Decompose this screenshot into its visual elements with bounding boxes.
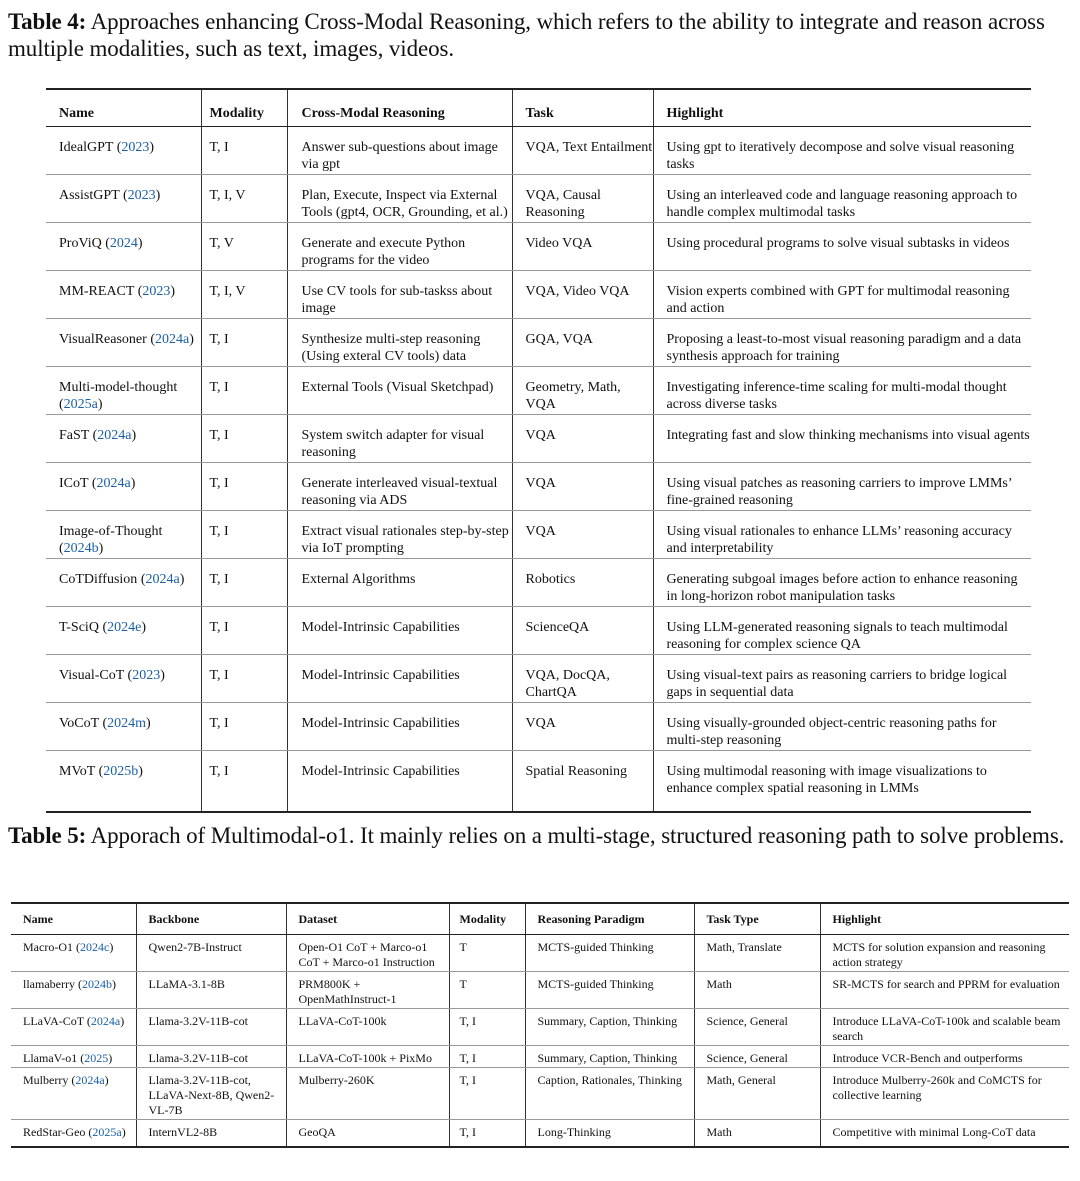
row-name: CoTDiffusion xyxy=(59,571,138,587)
row-highlight: Using visual-text pairs as reasoning carriers to bridge logical gaps in sequential data xyxy=(653,654,1031,702)
row-task-type: Math, General xyxy=(694,1067,820,1119)
row-reasoning: Synthesize multi-step reasoning (Using exteral CV tools) data xyxy=(287,318,512,366)
citation-link: 2024b xyxy=(63,540,99,556)
row-name-cell: AssistGPT (2023) xyxy=(46,174,201,222)
row-paradigm: Summary, Caption, Thinking xyxy=(525,1045,694,1067)
row-paradigm: MCTS-guided Thinking xyxy=(525,971,694,1008)
row-modality: T, I xyxy=(201,654,287,702)
row-backbone: Llama-3.2V-11B-cot xyxy=(136,1008,286,1045)
table-row xyxy=(46,558,1031,606)
row-modality: T, I xyxy=(201,606,287,654)
table5-body xyxy=(11,934,1069,1147)
table5-header-dataset: Dataset xyxy=(286,903,449,934)
row-modality: T, I, V xyxy=(201,174,287,222)
table5-header-highlight: Highlight xyxy=(820,903,1069,934)
citation-link: 2024a xyxy=(154,331,190,347)
row-name-cell: T-SciQ (2024e) xyxy=(46,606,201,654)
row-highlight: Competitive with minimal Long-CoT data xyxy=(832,1124,1036,1139)
table5-header-backbone: Backbone xyxy=(136,903,286,934)
row-highlight: SR-MCTS for search and PPRM for evaluation xyxy=(820,971,1069,1008)
row-task: VQA xyxy=(512,462,653,510)
row-name-cell: Visual-CoT (2023) xyxy=(46,654,201,702)
table5-header-modality: Modality xyxy=(449,903,525,934)
row-name-cell: Mulberry (2024a) xyxy=(11,1067,136,1119)
row-highlight: Using procedural programs to solve visual subtasks in videos xyxy=(653,222,1031,270)
table4-caption-text: Approaches enhancing Cross-Modal Reasoning, which refers to the ability to integrate and reason across multiple modalities, such as text, images, videos. xyxy=(8,9,1045,61)
table-row xyxy=(46,462,1031,510)
row-dataset: GeoQA xyxy=(286,1119,449,1147)
row-reasoning: External Tools (Visual Sketchpad) xyxy=(287,366,512,414)
row-name-cell: Image-of-Thought (2024b) xyxy=(46,510,201,558)
row-modality: T, I xyxy=(201,318,287,366)
table-row xyxy=(46,510,1031,558)
row-task: VQA xyxy=(512,702,653,750)
table-row xyxy=(11,1119,1069,1147)
row-name: llamaberry xyxy=(23,976,75,991)
row-name-cell: MM-REACT (2023) xyxy=(46,270,201,318)
row-name: MVoT xyxy=(59,763,96,779)
table-row xyxy=(46,654,1031,702)
table-row xyxy=(46,222,1031,270)
row-modality: T, I xyxy=(449,1067,525,1119)
row-modality: T, I xyxy=(201,462,287,510)
row-name-cell: VoCoT (2024m) xyxy=(46,702,201,750)
row-task-type: Math xyxy=(694,971,820,1008)
row-name-cell: FaST (2024a) xyxy=(46,414,201,462)
row-paradigm: Summary, Caption, Thinking xyxy=(525,1008,694,1045)
row-modality: T, I xyxy=(201,702,287,750)
table5 xyxy=(11,902,1069,1148)
citation-link: 2024a xyxy=(145,571,180,587)
table5-header-name: Name xyxy=(11,903,136,934)
row-highlight: MCTS for solution expansion and reasoning action strategy xyxy=(820,934,1069,971)
row-task: VQA, Text Entailment xyxy=(512,126,653,174)
citation-link: 2024 xyxy=(109,235,138,251)
row-reasoning: Model-Intrinsic Capabilities xyxy=(287,702,512,750)
row-task: Spatial Reasoning xyxy=(512,750,653,812)
table-row xyxy=(46,318,1031,366)
table5-header-row xyxy=(11,903,1069,934)
row-task-type: Science, General xyxy=(694,1045,820,1067)
row-reasoning: Model-Intrinsic Capabilities xyxy=(287,750,512,812)
row-highlight: Introduce LLaVA-CoT-100k and scalable beam search xyxy=(820,1008,1069,1045)
table4-header-highlight: Highlight xyxy=(653,89,1031,126)
row-task-type: Math, Translate xyxy=(694,934,820,971)
row-modality: T, I, V xyxy=(201,270,287,318)
table-row xyxy=(11,1008,1069,1045)
citation-link: 2023 xyxy=(127,187,156,203)
citation-link: 2024m xyxy=(107,715,147,731)
row-backbone: Llama-3.2V-11B-cot, LLaVA-Next-8B, Qwen2-VL-7B xyxy=(136,1067,286,1119)
table-row xyxy=(46,366,1031,414)
citation-link: 2025b xyxy=(103,763,139,779)
row-dataset: LLaVA-CoT-100k + PixMo xyxy=(286,1045,449,1067)
row-name: VoCoT xyxy=(59,715,99,731)
row-modality: T, I xyxy=(449,1008,525,1045)
table5-header-task-type: Task Type xyxy=(694,903,820,934)
citation-link: 2024a xyxy=(97,427,132,443)
table-row xyxy=(11,1045,1069,1067)
row-highlight: Using visual patches as reasoning carriers to improve LMMs’ fine-grained reasoning xyxy=(653,462,1031,510)
row-task: VQA, Causal Reasoning xyxy=(512,174,653,222)
row-highlight: Generating subgoal images before action to enhance reasoning in long-horizon robot manipulation tasks xyxy=(653,558,1031,606)
row-name: Image-of-Thought xyxy=(59,523,163,539)
citation-link: 2024a xyxy=(75,1072,105,1087)
row-modality: T, I xyxy=(201,750,287,812)
row-name-cell: CoTDiffusion (2024a) xyxy=(46,558,201,606)
table4-body xyxy=(46,126,1031,812)
row-modality: T, I xyxy=(449,1119,525,1147)
row-modality: T, I xyxy=(201,126,287,174)
row-name-cell: ICoT (2024a) xyxy=(46,462,201,510)
row-modality: T xyxy=(449,971,525,1008)
citation-link: 2025a xyxy=(92,1124,122,1139)
row-reasoning: Generate interleaved visual-textual reasoning via ADS xyxy=(287,462,512,510)
row-reasoning: External Algorithms xyxy=(287,558,512,606)
row-highlight: Introduce VCR-Bench and outperforms xyxy=(820,1045,1069,1067)
row-reasoning: Plan, Execute, Inspect via External Tools (gpt4, OCR, Grounding, et al.) xyxy=(287,174,512,222)
row-reasoning: Model-Intrinsic Capabilities xyxy=(287,654,512,702)
table4 xyxy=(46,88,1031,813)
row-reasoning: Model-Intrinsic Capabilities xyxy=(287,606,512,654)
table4-header-row xyxy=(46,89,1031,126)
row-modality: T, V xyxy=(201,222,287,270)
row-task: VQA, Video VQA xyxy=(512,270,653,318)
row-name-cell: llamaberry (2024b) xyxy=(11,971,136,1008)
table4-header-name: Name xyxy=(46,89,201,126)
row-highlight: Using gpt to iteratively decompose and solve visual reasoning tasks xyxy=(653,126,1031,174)
row-name-cell: RedStar-Geo (2025a) xyxy=(11,1119,136,1147)
table4-label: Table 4: xyxy=(8,9,87,34)
row-modality: T, I xyxy=(449,1045,525,1067)
row-name-cell: LlamaV-o1 (2025) xyxy=(11,1045,136,1067)
row-name: ICoT xyxy=(59,475,89,491)
row-highlight: Vision experts combined with GPT for multimodal reasoning and action xyxy=(653,270,1031,318)
row-name: LLaVA-CoT xyxy=(23,1013,84,1028)
table5-label: Table 5: xyxy=(8,823,87,848)
row-name: RedStar-Geo xyxy=(23,1124,86,1139)
citation-link: 2024e xyxy=(107,619,142,635)
citation-link: 2023 xyxy=(142,283,171,299)
row-name-cell: Multi-model-thought (2025a) xyxy=(46,366,201,414)
row-highlight: Integrating fast and slow thinking mechanisms into visual agents xyxy=(653,414,1031,462)
table5-header-paradigm: Reasoning Paradigm xyxy=(525,903,694,934)
table-row xyxy=(46,126,1031,174)
citation-link: 2025 xyxy=(84,1050,109,1065)
citation-link: 2023 xyxy=(121,139,150,155)
row-name-cell: LLaVA-CoT (2024a) xyxy=(11,1008,136,1045)
row-highlight: Using an interleaved code and language reasoning approach to handle complex multimodal tasks xyxy=(653,174,1031,222)
row-paradigm: Long-Thinking xyxy=(525,1119,694,1147)
row-name: Multi-model-thought xyxy=(59,379,178,395)
table-row xyxy=(11,934,1069,971)
row-task-type: Math xyxy=(694,1119,820,1147)
row-task: VQA xyxy=(512,414,653,462)
table5-caption-text: Apporach of Multimodal-o1. It mainly relies on a multi-stage, structured reasoning path to solve problems. xyxy=(90,823,1065,848)
row-name: T-SciQ xyxy=(59,619,99,635)
row-name: ProViQ xyxy=(59,235,102,251)
table4-header-reasoning: Cross-Modal Reasoning xyxy=(287,89,512,126)
row-highlight: Using multimodal reasoning with image visualizations to enhance complex spatial reasoning in LMMs xyxy=(666,763,987,796)
row-task: Video VQA xyxy=(512,222,653,270)
row-task: GQA, VQA xyxy=(512,318,653,366)
row-modality: T, I xyxy=(201,414,287,462)
row-dataset: Open-O1 CoT + Marco-o1 CoT + Marco-o1 Instruction xyxy=(286,934,449,971)
row-name-cell: MVoT (2025b) xyxy=(46,750,201,812)
row-name: MM-REACT xyxy=(59,283,135,299)
row-paradigm: Caption, Rationales, Thinking xyxy=(525,1067,694,1119)
row-name-cell: ProViQ (2024) xyxy=(46,222,201,270)
table-row xyxy=(11,971,1069,1008)
citation-link: 2024b xyxy=(81,976,112,991)
row-highlight: Investigating inference-time scaling for multi-modal thought across diverse tasks xyxy=(653,366,1031,414)
row-backbone: InternVL2-8B xyxy=(136,1119,286,1147)
row-highlight: Using visually-grounded object-centric reasoning paths for multi-step reasoning xyxy=(653,702,1031,750)
row-dataset: Mulberry-260K xyxy=(286,1067,449,1119)
citation-link: 2024a xyxy=(90,1013,121,1028)
row-name-cell: IdealGPT (2023) xyxy=(46,126,201,174)
row-modality: T, I xyxy=(201,510,287,558)
row-highlight: Using LLM-generated reasoning signals to teach multimodal reasoning for complex science QA xyxy=(653,606,1031,654)
row-paradigm: MCTS-guided Thinking xyxy=(525,934,694,971)
table-row xyxy=(46,750,1031,812)
row-modality: T, I xyxy=(201,366,287,414)
table-row xyxy=(46,702,1031,750)
row-task: Robotics xyxy=(512,558,653,606)
row-reasoning: Use CV tools for sub-taskss about image xyxy=(287,270,512,318)
row-name-cell: Macro-O1 (2024c) xyxy=(11,934,136,971)
table5-caption xyxy=(8,822,1074,849)
citation-link: 2024c xyxy=(79,939,110,954)
row-dataset: PRM800K + OpenMathInstruct-1 xyxy=(286,971,449,1008)
table-row xyxy=(46,174,1031,222)
row-highlight: Proposing a least-to-most visual reasoning paradigm and a data synthesis approach for training xyxy=(653,318,1031,366)
citation-link: 2025a xyxy=(63,396,98,412)
row-name: Mulberry xyxy=(23,1072,69,1087)
row-task-type: Science, General xyxy=(694,1008,820,1045)
table-row xyxy=(46,414,1031,462)
table-row xyxy=(46,606,1031,654)
table-row xyxy=(11,1067,1069,1119)
row-name: Macro-O1 xyxy=(23,939,73,954)
citation-link: 2023 xyxy=(132,667,161,683)
row-modality: T, I xyxy=(201,558,287,606)
row-backbone: Qwen2-7B-Instruct xyxy=(136,934,286,971)
row-task: ScienceQA xyxy=(512,606,653,654)
row-reasoning: Extract visual rationales step-by-step via IoT prompting xyxy=(287,510,512,558)
row-reasoning: System switch adapter for visual reasoning xyxy=(287,414,512,462)
row-name: FaST xyxy=(59,427,90,443)
row-name: VisualReasoner xyxy=(59,331,147,347)
row-task: VQA xyxy=(512,510,653,558)
row-task: VQA, DocQA, ChartQA xyxy=(512,654,653,702)
row-highlight: Introduce Mulberry-260k and CoMCTS for collective learning xyxy=(820,1067,1069,1119)
row-backbone: LLaMA-3.1-8B xyxy=(136,971,286,1008)
row-reasoning: Generate and execute Python programs for the video xyxy=(287,222,512,270)
row-reasoning: Answer sub-questions about image via gpt xyxy=(287,126,512,174)
row-name: LlamaV-o1 xyxy=(23,1050,78,1065)
row-name: Visual-CoT xyxy=(59,667,125,683)
row-backbone: Llama-3.2V-11B-cot xyxy=(136,1045,286,1067)
row-name-cell: VisualReasoner (2024a) xyxy=(46,318,201,366)
row-highlight: Using visual rationales to enhance LLMs’ reasoning accuracy and interpretability xyxy=(653,510,1031,558)
row-dataset: LLaVA-CoT-100k xyxy=(286,1008,449,1045)
row-modality: T xyxy=(449,934,525,971)
table-row xyxy=(46,270,1031,318)
citation-link: 2024a xyxy=(96,475,131,491)
table4-header-modality: Modality xyxy=(201,89,287,126)
row-task: Geometry, Math, VQA xyxy=(512,366,653,414)
table4-header-task: Task xyxy=(512,89,653,126)
row-name: AssistGPT xyxy=(59,187,120,203)
row-name: IdealGPT xyxy=(59,139,114,155)
table4-caption xyxy=(8,8,1074,62)
